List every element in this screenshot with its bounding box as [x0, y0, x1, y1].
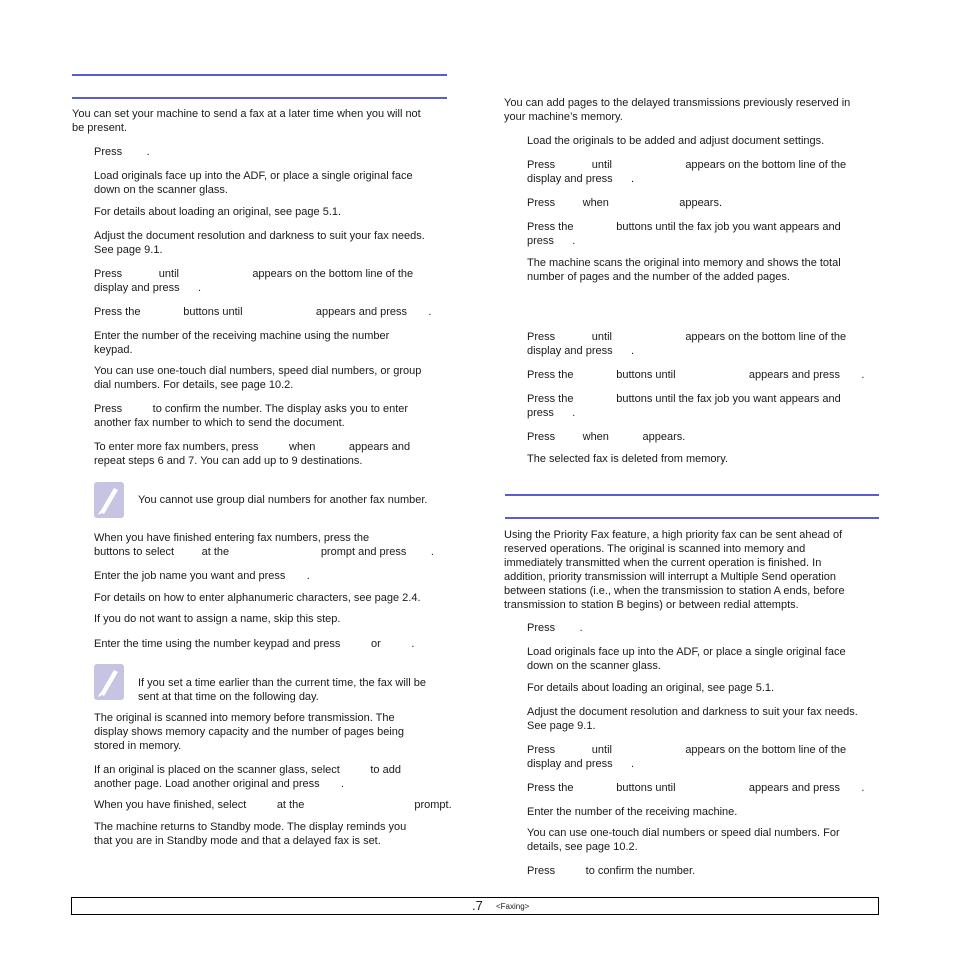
- step-text: Press until appears on the bottom line of the display and press .: [527, 744, 847, 770]
- step-text: Enter the number of the receiving machine using the number keypad.: [94, 330, 390, 356]
- step-text: Press until appears on the bottom line of the display and press .: [527, 331, 847, 357]
- step-text: For details about loading an original, see page 5.1.: [94, 206, 342, 218]
- note-text: You cannot use group dial numbers for another fax number.: [138, 494, 428, 506]
- step-text: Press the buttons until the fax job you want appears and press .: [527, 393, 841, 419]
- step-text: Press the buttons until appears and press .: [527, 782, 865, 794]
- intro-paragraph: Using the Priority Fax feature, a high priority fax can be sent ahead of reserved operations. The original is scanned into memory and immediately transmitted when the current operation is finished. In addition, priority transmission will interrupt a Multiple Send operation between stations (i.e., when the transmission to station A ends, before transmission to station B begins) or between redial attempts.: [504, 529, 845, 611]
- step-text: Enter the number of the receiving machine.: [527, 806, 738, 818]
- step-text: Press the buttons until appears and press .: [527, 369, 865, 381]
- section-rule-bottom-left: [72, 97, 447, 99]
- intro-paragraph: You can set your machine to send a fax at a later time when you will not be present.: [72, 108, 421, 134]
- step-text: When you have finished, select at the prompt.: [94, 799, 452, 811]
- section-rule-top-left: [72, 74, 447, 76]
- step-text: Press until appears on the bottom line of the display and press .: [527, 159, 847, 185]
- step-text: Press to confirm the number. The display asks you to enter another fax number to which to send the document.: [94, 403, 409, 429]
- page-number: .7: [472, 898, 483, 913]
- step-text: To enter more fax numbers, press when appears and repeat steps 6 and 7. You can add up to 9 destinations.: [94, 441, 411, 467]
- step-text: Adjust the document resolution and darkness to suit your fax needs. See page 9.1.: [94, 230, 425, 256]
- note-text: If you set a time earlier than the current time, the fax will be sent at that time on the following day.: [138, 677, 426, 703]
- section-rule-bottom-right: [505, 517, 879, 519]
- step-text: Press when appears.: [527, 197, 723, 209]
- step-text: If you do not want to assign a name, skip this step.: [94, 613, 341, 625]
- section-label: <Faxing>: [496, 902, 530, 911]
- note-icon: [94, 482, 124, 518]
- step-text: Press the buttons until appears and press .: [94, 306, 432, 318]
- page-footer: [71, 897, 879, 915]
- step-text: The machine returns to Standby mode. The display reminds you that you are in Standby mode and that a delayed fax is set.: [94, 821, 407, 847]
- step-text: If an original is placed on the scanner glass, select to add another page. Load another original and press .: [94, 764, 401, 790]
- step-text: You can use one-touch dial numbers or speed dial numbers. For details, see page 10.2.: [527, 827, 840, 853]
- step-text: Adjust the document resolution and darkness to suit your fax needs. See page 9.1.: [527, 706, 858, 732]
- step-text: Press when appears.: [527, 431, 686, 443]
- step-text: The original is scanned into memory before transmission. The display shows memory capacity and the number of pages being stored in memory.: [94, 712, 405, 752]
- step-text: You can use one-touch dial numbers, speed dial numbers, or group dial numbers. For details, see page 10.2.: [94, 365, 422, 391]
- step-text: When you have finished entering fax numbers, press the buttons to select at the prompt and press .: [94, 532, 434, 558]
- step-text: Enter the time using the number keypad and press or .: [94, 638, 415, 650]
- step-text: For details about loading an original, see page 5.1.: [527, 682, 775, 694]
- step-text: Press .: [94, 146, 150, 158]
- step-text: Press to confirm the number.: [527, 865, 696, 877]
- section-rule-top-right: [505, 494, 879, 496]
- step-text: The selected fax is deleted from memory.: [527, 453, 728, 465]
- step-text: For details on how to enter alphanumeric characters, see page 2.4.: [94, 592, 421, 604]
- step-text: Load originals face up into the ADF, or place a single original face down on the scanner glass.: [94, 170, 413, 196]
- step-text: Press until appears on the bottom line of the display and press .: [94, 268, 414, 294]
- step-text: Press the buttons until the fax job you want appears and press .: [527, 221, 841, 247]
- step-text: Enter the job name you want and press .: [94, 570, 310, 582]
- step-text: Press .: [527, 622, 583, 634]
- step-text: Load originals face up into the ADF, or place a single original face down on the scanner glass.: [527, 646, 846, 672]
- note-icon: [94, 664, 124, 700]
- step-text: Load the originals to be added and adjust document settings.: [527, 135, 825, 147]
- step-text: The machine scans the original into memory and shows the total number of pages and the number of the added pages.: [527, 257, 841, 283]
- intro-paragraph: You can add pages to the delayed transmissions previously reserved in your machine’s memory.: [504, 97, 851, 123]
